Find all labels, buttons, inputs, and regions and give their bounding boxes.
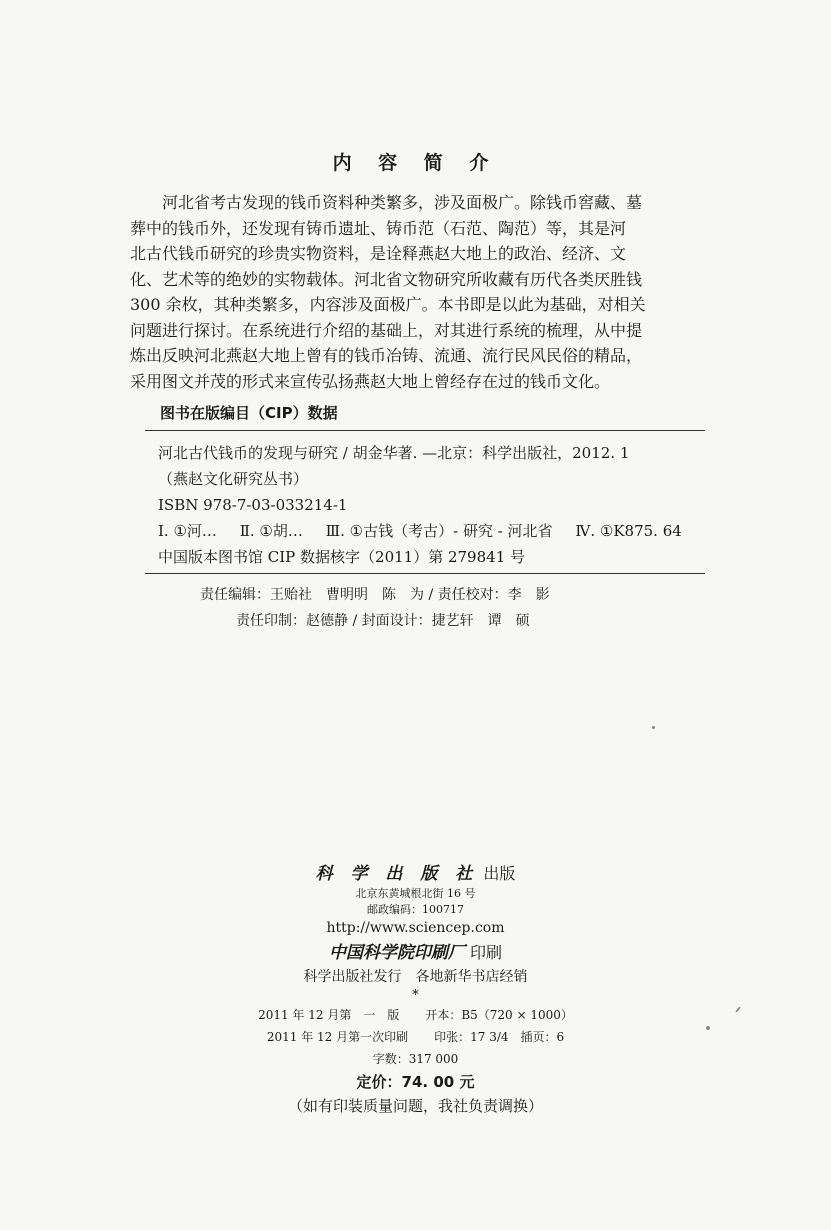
publisher-address: 北京东黄城根北街 16 号	[355, 887, 476, 900]
summary-line: 河北省考古发现的钱币资料种类繁多，涉及面极广。除钱币窖藏、墓	[130, 193, 643, 212]
printer-suffix: 印刷	[470, 943, 503, 962]
credits-production: 责任印制：赵德静 / 封面设计：捷艺轩 谭 硕	[236, 613, 530, 629]
cip-bottom-rule	[145, 573, 705, 574]
cip-data-block	[158, 440, 708, 570]
summary-line: 化、艺术等的绝妙的实物载体。河北省文物研究所收藏有历代各类厌胜钱	[130, 269, 643, 289]
summary-paragraph	[130, 190, 700, 394]
price: 定价：74. 00 元	[356, 1073, 475, 1091]
spec-row-edition	[0, 1004, 831, 1026]
credits-block	[200, 582, 720, 634]
publisher-suffix: 出版	[483, 864, 516, 883]
summary-line: 问题进行探讨。在系统进行介绍的基础上，对其进行系统的梳理，从中提	[130, 320, 643, 340]
cip-class-item: Ⅰ. ①河…	[158, 522, 217, 540]
cip-classification	[158, 518, 708, 544]
printer-line	[0, 940, 831, 966]
separator-star: *	[412, 988, 419, 1003]
cip-class-item: Ⅲ. ①古钱（考古）- 研究 - 河北省	[325, 522, 553, 540]
publisher-postcode: 邮政编码：100717	[367, 903, 464, 916]
credits-editors: 责任编辑：王贻社 曹明明 陈 为 / 责任校对：李 影	[200, 587, 550, 603]
distribution-line: 科学出版社发行 各地新华书店经销	[303, 969, 528, 985]
cip-citation: 河北古代钱币的发现与研究 / 胡金华著. —北京：科学出版社，2012. 1	[158, 444, 630, 462]
cip-top-rule	[145, 430, 705, 431]
edition-text: 2011 年 12 月第 一 版	[258, 1008, 400, 1022]
summary-line: 采用图文并茂的形式来宣传弘扬燕赵大地上曾经存在过的钱币文化。	[130, 371, 611, 391]
printer-logo: 中国科学院印刷厂	[328, 943, 465, 963]
cip-class-item: Ⅱ. ①胡…	[239, 522, 303, 540]
summary-line: 北古代钱币研究的珍贵实物资料，是诠释燕赵大地上的政治、经济、文	[130, 244, 627, 263]
scan-speck	[706, 1026, 710, 1030]
printing-text: 2011 年 12 月第一次印刷	[266, 1030, 409, 1044]
colophon	[0, 862, 831, 1118]
cip-isbn: ISBN 978-7-03-033214-1	[158, 496, 348, 514]
summary-line: 炼出反映河北燕赵大地上曾有的钱币冶铸、流通、流行民风民俗的精品，	[130, 346, 643, 365]
publisher-logo: 科 学 出 版 社	[315, 864, 479, 884]
publisher-url: http://www.sciencep.com	[326, 920, 505, 936]
format-text: 开本：B5（720 × 1000）	[425, 1008, 573, 1022]
summary-line: 葬中的钱币外，还发现有铸币遗址、铸币范（石范、陶范）等，其是河	[130, 218, 627, 238]
quality-note: （如有印装质量问题，我社负责调换）	[287, 1097, 543, 1115]
summary-line: 300 余枚，其种类繁多，内容涉及面极广。本书即是以此为基础，对相关	[130, 295, 646, 314]
cip-class-item: Ⅳ. ①K875. 64	[575, 522, 682, 540]
publisher-line	[0, 862, 831, 886]
word-count: 字数：317 000	[372, 1052, 459, 1066]
sheets-text: 印张：17 3/4 插页：6	[434, 1030, 565, 1044]
summary-title: 内 容 简 介	[332, 152, 499, 174]
cip-number: 中国版本图书馆 CIP 数据核字（2011）第 279841 号	[158, 548, 526, 566]
scan-speck	[652, 726, 655, 729]
cip-series: （燕赵文化研究丛书）	[158, 470, 309, 488]
cip-heading: 图书在版编目（CIP）数据	[160, 404, 338, 422]
